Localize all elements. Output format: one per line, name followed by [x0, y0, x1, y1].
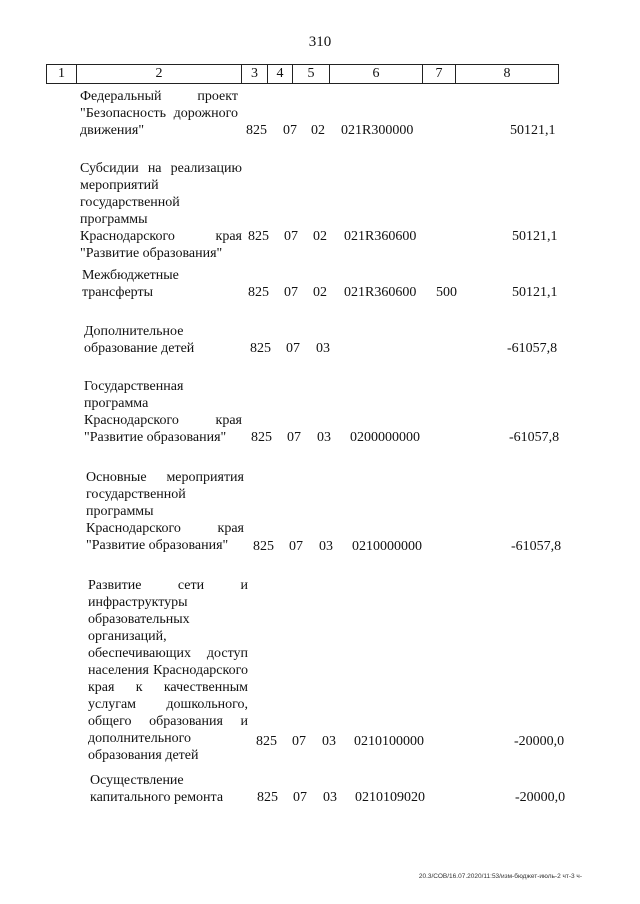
row-csr: 0210100000	[354, 734, 424, 749]
row-rz: 07	[283, 123, 297, 138]
row-pr: 03	[317, 430, 331, 445]
header-col-5: 5	[293, 65, 330, 83]
row-rz: 07	[287, 430, 301, 445]
row-rz: 07	[289, 539, 303, 554]
row-csr: 0200000000	[350, 430, 420, 445]
row-rz: 07	[293, 790, 307, 805]
row-rz: 07	[284, 285, 298, 300]
header-col-2: 2	[77, 65, 242, 83]
row-csr: 021R360600	[344, 285, 417, 300]
page-number: 310	[308, 34, 332, 50]
row-ved: 825	[253, 539, 274, 554]
row-name: Субсидии на реализацию мероприятий государственной программы Краснодарского края "Развитие образования"	[80, 161, 242, 261]
row-name: Основные мероприятия государственной программы Краснодарского края "Развитие образования"	[86, 470, 244, 553]
row-csr: 021R360600	[344, 229, 417, 244]
row-pr: 02	[313, 229, 327, 244]
row-rz: 07	[292, 734, 306, 749]
row-sum: 50121,1	[510, 123, 556, 138]
row-ved: 825	[246, 123, 267, 138]
row-ved: 825	[248, 285, 269, 300]
row-name: Дополнительное образование детей	[84, 324, 195, 356]
document-footer: 20.3/СОВ/16.07.2020/11:53/изм-бюджет-июль-2 чт-3 ч-	[418, 873, 582, 880]
row-ved: 825	[251, 430, 272, 445]
row-pr: 03	[319, 539, 333, 554]
row-csr: 0210109020	[355, 790, 425, 805]
header-col-1: 1	[47, 65, 77, 83]
row-sum: -61057,8	[509, 430, 560, 445]
row-pr: 03	[322, 734, 336, 749]
row-rz: 07	[286, 341, 300, 356]
row-rz: 07	[284, 229, 298, 244]
row-sum: 50121,1	[512, 229, 558, 244]
row-sum: -61057,8	[507, 341, 558, 356]
row-sum: -20000,0	[515, 790, 566, 805]
row-sum: -61057,8	[511, 539, 562, 554]
row-name: Осуществление капитального ремонта	[90, 773, 224, 805]
row-pr: 03	[323, 790, 337, 805]
header-col-3: 3	[242, 65, 268, 83]
row-sum: -20000,0	[514, 734, 565, 749]
header-col-7: 7	[423, 65, 456, 83]
row-ved: 825	[256, 734, 277, 749]
row-csr: 021R300000	[341, 123, 414, 138]
header-col-4: 4	[268, 65, 293, 83]
row-pr: 02	[313, 285, 327, 300]
row-name: Федеральный проект "Безопасность дорожного движения"	[80, 89, 238, 138]
row-csr: 0210000000	[352, 539, 422, 554]
row-pr: 02	[311, 123, 325, 138]
header-col-6: 6	[330, 65, 423, 83]
table-header	[46, 64, 559, 84]
row-vr: 500	[436, 285, 457, 300]
row-sum: 50121,1	[512, 285, 558, 300]
row-ved: 825	[257, 790, 278, 805]
header-col-8: 8	[503, 66, 511, 81]
row-name: Государственная программа Краснодарского края "Развитие образования"	[84, 379, 242, 445]
row-name: Развитие сети и инфраструктуры образовательных организаций, обеспечивающих доступ населения Краснодарского края к качественным услугам дошкольного, общего образования и дополнительного образования детей	[88, 578, 248, 763]
row-name: Межбюджетные трансферты	[82, 268, 179, 300]
row-ved: 825	[250, 341, 271, 356]
row-ved: 825	[248, 229, 269, 244]
row-pr: 03	[316, 341, 330, 356]
